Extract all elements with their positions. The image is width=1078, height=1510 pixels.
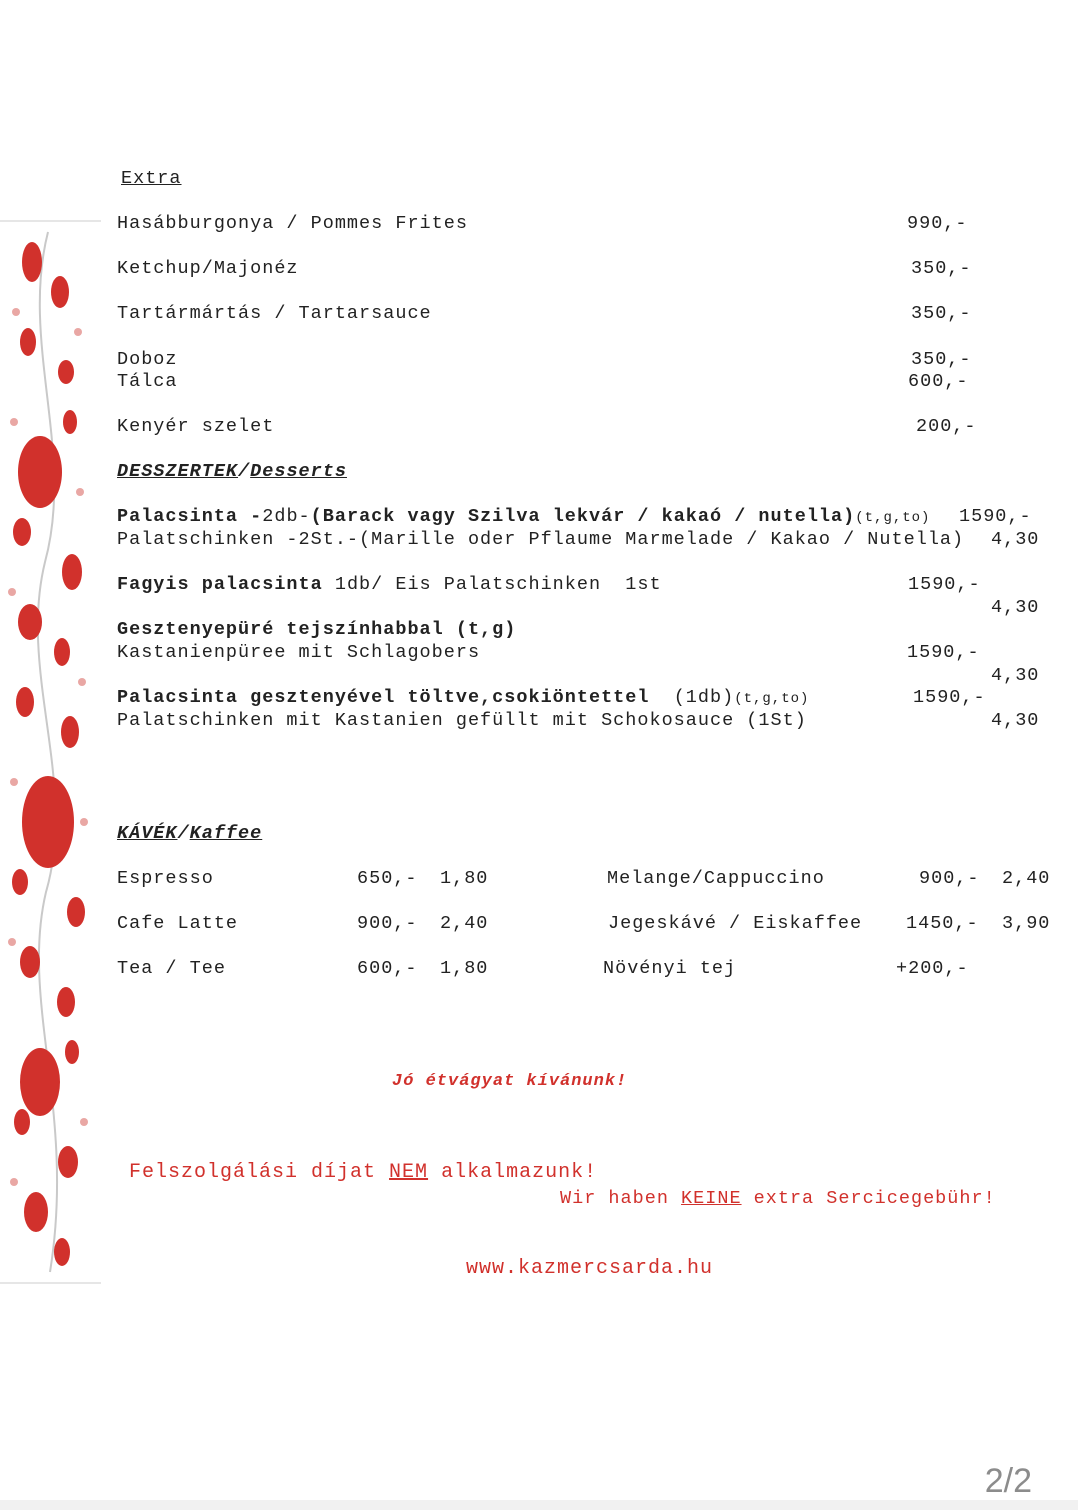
coffee-item-name: Melange/Cappuccino [607,868,825,889]
allergen-codes: (t,g,to) [855,510,931,526]
service-fee-de-emphasis: KEINE [681,1188,742,1209]
coffee-item-price: 1450,- [906,913,979,934]
dessert-price-eur: 4,30 [991,710,1040,731]
menu-item-price: 600,- [908,371,969,392]
dessert-price-eur: 4,30 [991,529,1040,550]
dessert-name-bold: Fagyis palacsinta [117,574,323,595]
menu-item-price: 350,- [911,349,972,370]
coffee-heading-de: Kaffee [189,823,263,844]
menu-item-name: Kenyér szelet [117,416,275,437]
dessert-price-eur: 4,30 [991,665,1040,686]
coffee-item-name: Növényi tej [603,958,737,979]
coffee-heading-hu: KÁVÉK [117,823,178,844]
dessert-price: 1590,- [959,506,1032,527]
coffee-item-eur: 1,80 [440,958,489,979]
extra-heading: Extra [121,168,182,189]
dessert-price: 1590,- [907,642,980,663]
coffee-item-price: 900,- [357,913,418,934]
coffee-item-name: Tea / Tee [117,958,226,979]
service-fee-hu-part2: alkalmazunk! [428,1161,598,1184]
desserts-heading [117,461,347,483]
coffee-item-name: Jegeskávé / Eiskaffee [608,913,863,934]
page-counter: 2/2 [984,1462,1032,1500]
allergen-codes: (t,g,to) [734,691,810,707]
service-fee-hu-emphasis: NEM [389,1161,429,1184]
dessert-name-bold: Palacsinta - [117,506,263,527]
coffee-heading-separator: / [177,823,190,844]
dessert-price-eur: 4,30 [991,597,1040,618]
desserts-heading-hu: DESSZERTEK [117,461,239,482]
coffee-item-eur: 1,80 [440,868,489,889]
menu-item-name: Ketchup/Majonéz [117,258,299,279]
coffee-item-price: +200,- [896,958,969,979]
service-fee-de-part1: Wir haben [560,1188,682,1209]
coffee-item-eur: 2,40 [1002,868,1051,889]
folk-floral-ornament [0,220,101,1284]
service-fee-note-hu [129,1162,597,1184]
coffee-item-name: Espresso [117,868,214,889]
menu-item-price: 350,- [911,303,972,324]
dessert-item-hu [117,506,930,529]
dessert-item-de: Kastanienpüree mit Schlagobers [117,642,481,663]
service-fee-de-part2: extra Sercicegebühr! [741,1188,996,1209]
dessert-item-de: Palatschinken mit Kastanien gefüllt mit Schokosauce (1St) [117,710,807,731]
dessert-item-hu [117,687,809,710]
website-link[interactable]: www.kazmercsarda.hu [466,1257,714,1280]
menu-item-name: Doboz [117,349,178,370]
dessert-item-hu [117,574,662,596]
service-fee-hu-part1: Felszolgálási díjat [129,1161,390,1184]
coffee-item-name: Cafe Latte [117,913,239,934]
dessert-item-hu: Gesztenyepüré tejszínhabbal (t,g) [117,619,517,640]
menu-item-price: 200,- [916,416,977,437]
dessert-fillings: (Barack vagy Szilva lekvár / kakaó / nutella) [310,506,856,527]
desserts-heading-de: Desserts [250,461,347,482]
dessert-name-bold: Palacsinta gesztenyével töltve,csokiöntettel [117,687,650,708]
dessert-portion: (1db) [649,687,735,708]
greeting-text: Jó étvágyat kívánunk! [392,1072,628,1091]
coffee-item-eur: 2,40 [440,913,489,934]
dessert-portion: 2db- [262,506,311,527]
floral-vine-icon [0,222,101,1282]
menu-item-name: Hasábburgonya / Pommes Frites [117,213,468,234]
bottom-bar [0,1500,1078,1510]
coffee-item-eur: 3,90 [1002,913,1051,934]
dessert-desc: 1db/ Eis Palatschinken 1st [322,574,662,595]
service-fee-note-de [560,1188,996,1210]
desserts-heading-separator: / [238,461,251,482]
menu-item-name: Tartármártás / Tartarsauce [117,303,432,324]
menu-item-price: 990,- [907,213,968,234]
menu-item-price: 350,- [911,258,972,279]
dessert-price: 1590,- [913,687,986,708]
coffee-item-price: 900,- [919,868,980,889]
coffee-item-price: 600,- [357,958,418,979]
coffee-heading [117,823,262,845]
coffee-item-price: 650,- [357,868,418,889]
dessert-item-de: Palatschinken -2St.-(Marille oder Pflaume Marmelade / Kakao / Nutella) [117,529,965,550]
dessert-price: 1590,- [908,574,981,595]
menu-item-name: Tálca [117,371,178,392]
